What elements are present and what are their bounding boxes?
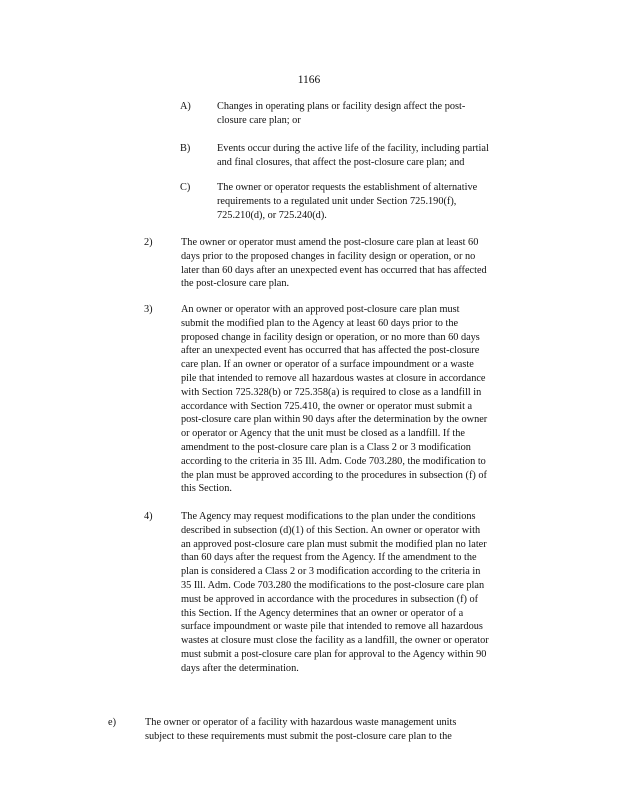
list-item-text <box>181 236 537 291</box>
text-line: amendment to the post-closure care plan is a Class 2 or 3 modification <box>181 441 471 453</box>
text-line: post-closure care plan within 90 days after the determination by the owner <box>181 414 488 426</box>
text-line: or operator or Agency that the unit must be closed as a landfill. If the <box>181 428 465 440</box>
list-marker: C) <box>180 182 191 193</box>
text-line: care plan. If an owner or operator of a surface impoundment or a waste <box>181 359 474 371</box>
text-line: and final closures, that affect the post-closure care plan; and <box>217 156 465 168</box>
text-line: 725.210(d), or 725.240(d). <box>217 209 327 221</box>
text-line: plan is considered a Class 2 or 3 modification according to the criteria in <box>181 566 481 578</box>
text-line: this Section. If the Agency determines that an owner or operator of a <box>181 607 464 619</box>
list-marker: A) <box>180 101 191 112</box>
list-marker: e) <box>108 717 116 728</box>
text-line: the plan must be approved according to the procedures in subsection (f) of <box>181 469 487 481</box>
text-line: the post-closure care plan. <box>181 278 290 290</box>
text-line: 35 Ill. Adm. Code 703.280 the modifications to the post-closure care plan <box>181 579 485 591</box>
text-line: The owner or operator requests the establishment of alternative <box>217 182 478 193</box>
list-item-text <box>217 181 540 222</box>
text-line: wastes at closure must close the facility as a landfill, the owner or operator <box>181 635 489 647</box>
text-line: The Agency may request modifications to the plan under the conditions <box>181 511 476 522</box>
text-line: than 60 days after the request from the Agency. If the amendment to the <box>181 552 477 564</box>
text-line: with Section 725.328(b) or 725.358(a) is required to close as a landfill in <box>181 386 482 398</box>
text-line: later than 60 days after an unexpected event has occurred that has affected <box>181 264 487 276</box>
text-line: this Section. <box>181 483 232 495</box>
list-marker: 2) <box>144 237 153 248</box>
text-line: submit the modified plan to the Agency at least 60 days prior to the <box>181 317 459 329</box>
text-line: described in subsection (d)(1) of this Section. An owner or operator with <box>181 524 481 536</box>
list-item-text <box>145 716 528 744</box>
list-item-text <box>217 100 540 128</box>
text-line: An owner or operator with an approved post-closure care plan must <box>181 304 460 315</box>
text-line: after an unexpected event has occurred that has affected the post-closure <box>181 345 480 357</box>
text-line: Changes in operating plans or facility design affect the post- <box>217 101 466 112</box>
page-number: 1166 <box>297 74 321 86</box>
text-line: The owner or operator of a facility with hazardous waste management units <box>145 717 457 728</box>
list-marker: 3) <box>144 304 153 315</box>
text-line: must be approved in accordance with the procedures in subsection (f) of <box>181 593 479 605</box>
text-line: according to the criteria in 35 Ill. Adm. Code 703.280, the modification to <box>181 455 486 467</box>
text-line: days after the determination. <box>181 662 299 674</box>
text-line: The owner or operator must amend the post-closure care plan at least 60 <box>181 237 479 248</box>
list-item-text <box>217 142 540 170</box>
text-line: accordance with Section 725.410, the owner or operator must submit a <box>181 400 473 412</box>
text-line: subject to these requirements must submit the post-closure care plan to the <box>145 730 452 742</box>
text-line: pile that intended to remove all hazardous wastes at closure in accordance <box>181 372 486 384</box>
text-line: must submit a post-closure care plan for approval to the Agency within 90 <box>181 648 487 660</box>
text-line: Events occur during the active life of the facility, including partial <box>217 143 489 154</box>
list-item-text <box>181 510 537 676</box>
list-marker: 4) <box>144 511 153 522</box>
list-marker: B) <box>180 143 191 154</box>
text-line: days prior to the proposed changes in facility design or operation, or no <box>181 250 476 262</box>
text-line: surface impoundment or waste pile that intended to remove all hazardous <box>181 621 483 633</box>
text-line: proposed change in facility design or operation, or no more than 60 days <box>181 331 480 343</box>
text-line: an approved post-closure care plan must submit the modified plan no later <box>181 538 487 550</box>
text-line: closure care plan; or <box>217 114 301 126</box>
list-item-text <box>181 303 537 496</box>
text-line: requirements to a regulated unit under Section 725.190(f), <box>217 195 457 207</box>
